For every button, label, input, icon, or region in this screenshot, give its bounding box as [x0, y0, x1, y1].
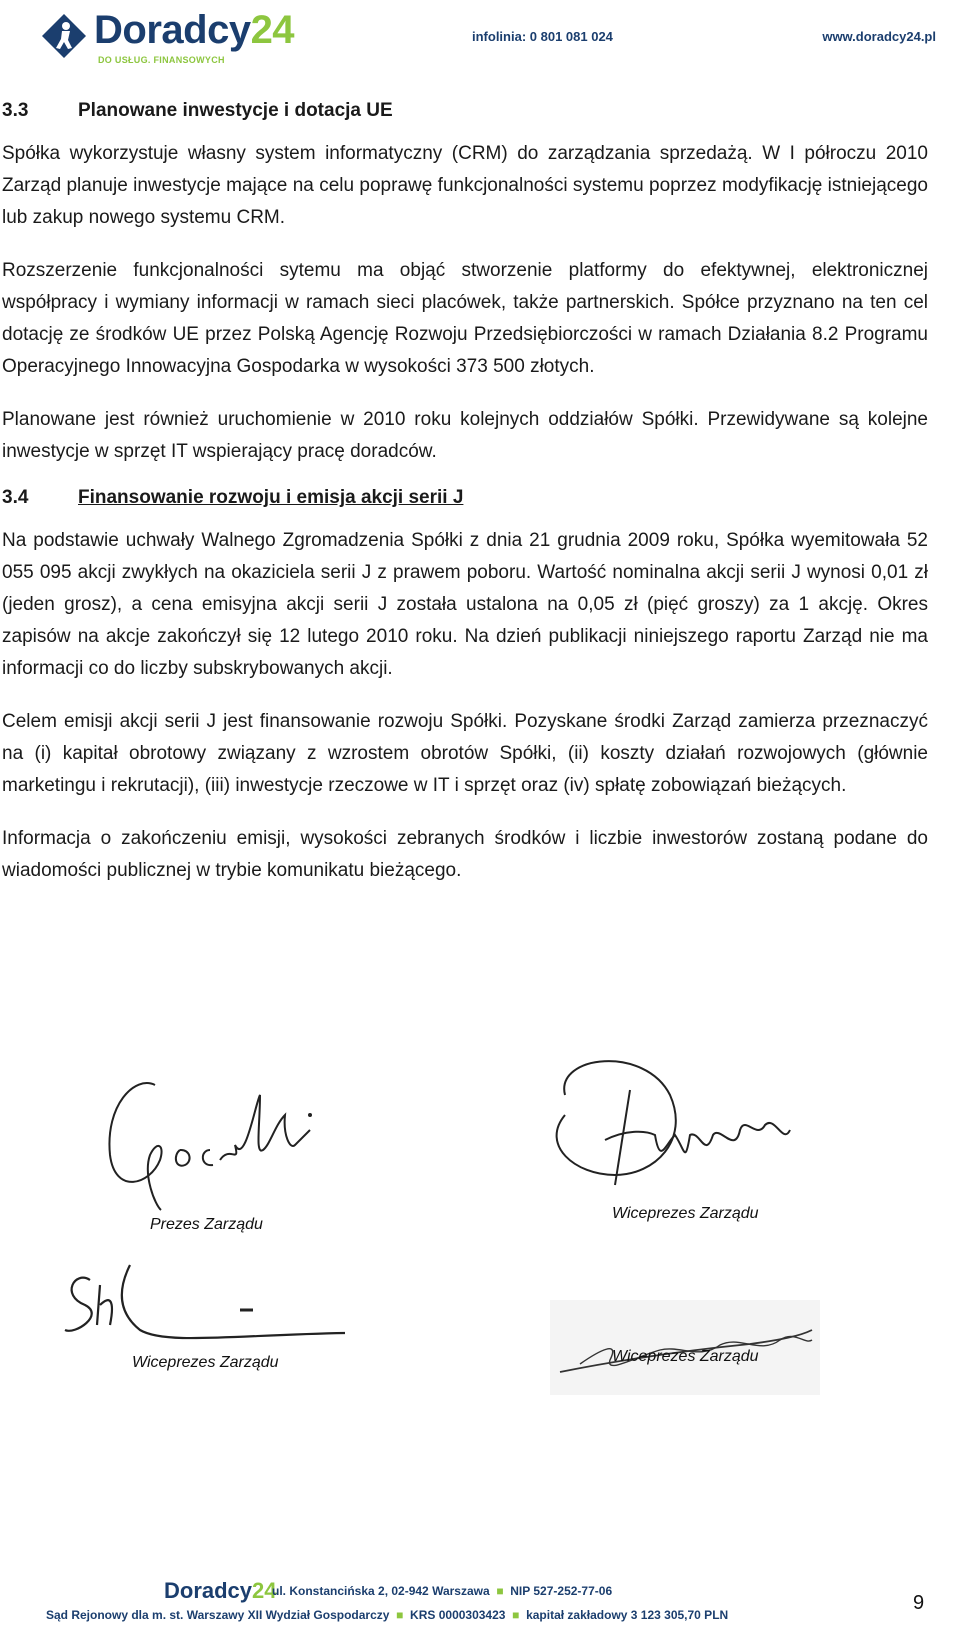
bullet-icon: ■ — [508, 1608, 523, 1622]
footer-logo — [164, 1578, 277, 1604]
signature-prezes — [95, 1065, 345, 1215]
paragraph: Celem emisji akcji serii J jest finansowanie rozwoju Spółki. Pozyskane środki Zarząd zamierza przeznaczyć na (i) kapitał obrotowy związany z wzrostem obrotów Spółki, (ii) koszty działań rozwojowych (głównie marketingu i rekrutacji), (iii) inwestycje rzeczowe w IT i sprzęt oraz (iv) spłatę zobowiązań bieżących. — [2, 711, 928, 796]
page-footer — [0, 1575, 960, 1634]
footer-logo-name: Doradcy — [164, 1578, 253, 1603]
footer-logo-number: 24 — [252, 1578, 277, 1603]
infolinia-phone: infolinia: 0 801 081 024 — [472, 29, 613, 44]
paragraph: Informacja o zakończeniu emisji, wysokości zebranych środków i liczbie inwestorów zostaną podane do wiadomości publicznej w trybie komunikatu bieżącego. — [2, 828, 928, 881]
section-title: Planowane inwestycje i dotacja UE — [78, 100, 393, 121]
paragraph: Rozszerzenie funkcjonalności sytemu ma objąć stworzenie platformy do efektywnej, elektronicznej współpracy i wymiany informacji w ramach sieci placówek, także partnerskich. Spółce przyznano na ten cel dotację ze środków UE przez Polską Agencję Rozwoju Przedsiębiorczości w ramach Działania 8.2 Programu Operacyjnego Innowacyjna Gospodarka w wysokości 373 500 złotych. — [2, 260, 928, 377]
doradcy24-logo[interactable] — [40, 10, 300, 70]
signature-label-wiceprezes-top-right: Wiceprezes Zarządu — [612, 1205, 759, 1222]
signature-label-wiceprezes-bottom-left: Wiceprezes Zarządu — [132, 1354, 279, 1371]
page-number: 9 — [913, 1592, 925, 1614]
logo-tagline: DO USŁUG. FINANSOWYCH — [98, 55, 225, 65]
logo-badge-icon — [40, 12, 88, 60]
paragraph: Planowane jest również uruchomienie w 2010 roku kolejnych oddziałów Spółki. Przewidywane są kolejne inwestycje w sprzęt IT wspierający pracę doradców. — [2, 409, 928, 462]
section-heading-3-4 — [2, 482, 928, 514]
section-title: Finansowanie rozwoju i emisja akcji serii J — [78, 487, 464, 508]
signature-wiceprezes-top-right — [535, 1035, 815, 1215]
website-link[interactable]: www.doradcy24.pl — [822, 29, 936, 44]
paragraph: Na podstawie uchwały Walnego Zgromadzenia Spółki z dnia 21 grudnia 2009 roku, Spółka wyemitowała 52 055 095 akcji zwykłych na okaziciela serii J z prawem poboru. Wartość nominalna akcji serii J wynosi 0,01 zł (jeden grosz), a cena emisyjna akcji serii J została ustalona na 0,05 zł (pięć groszy) za 1 akcję. Okres zapisów na akcje zakończył się 12 lutego 2010 roku. Na dzień publikacji niniejszego raportu Zarząd nie ma informacji co do liczby subskrybowanych akcji. — [2, 530, 928, 679]
logo-name-text: Doradcy — [94, 8, 251, 52]
signature-wiceprezes-bottom-left — [55, 1255, 355, 1355]
footer-address: ul. Konstancińska 2, 02-942 Warszawa — [272, 1584, 490, 1598]
logo-wordmark — [94, 8, 294, 53]
bullet-icon: ■ — [392, 1608, 407, 1622]
section-heading-3-3 — [2, 95, 928, 127]
section-number: 3.4 — [2, 487, 29, 508]
bullet-icon: ■ — [493, 1584, 507, 1598]
footer-registration-line — [46, 1608, 728, 1622]
section-number: 3.3 — [2, 100, 29, 121]
footer-nip: NIP 527-252-77-06 — [510, 1584, 613, 1598]
logo-number-text: 24 — [250, 8, 295, 52]
document-body — [2, 95, 928, 908]
footer-krs: KRS 0000303423 — [410, 1608, 506, 1622]
footer-address-line — [272, 1584, 612, 1598]
page-header — [0, 0, 960, 80]
paragraph: Spółka wykorzystuje własny system informatyczny (CRM) do zarządzania sprzedażą. W I półroczu 2010 Zarząd planuje inwestycje mające na celu poprawę funkcjonalności systemu poprzez modyfikację istniejącego lub zakup nowego systemu CRM. — [2, 143, 928, 228]
signature-label-prezes: Prezes Zarządu — [150, 1216, 263, 1233]
signature-label-wiceprezes-bottom-right: Wiceprezes Zarządu — [612, 1348, 759, 1365]
footer-court: Sąd Rejonowy dla m. st. Warszawy XII Wydział Gospodarczy — [46, 1608, 390, 1622]
footer-capital: kapitał zakładowy 3 123 305,70 PLN — [526, 1608, 729, 1622]
